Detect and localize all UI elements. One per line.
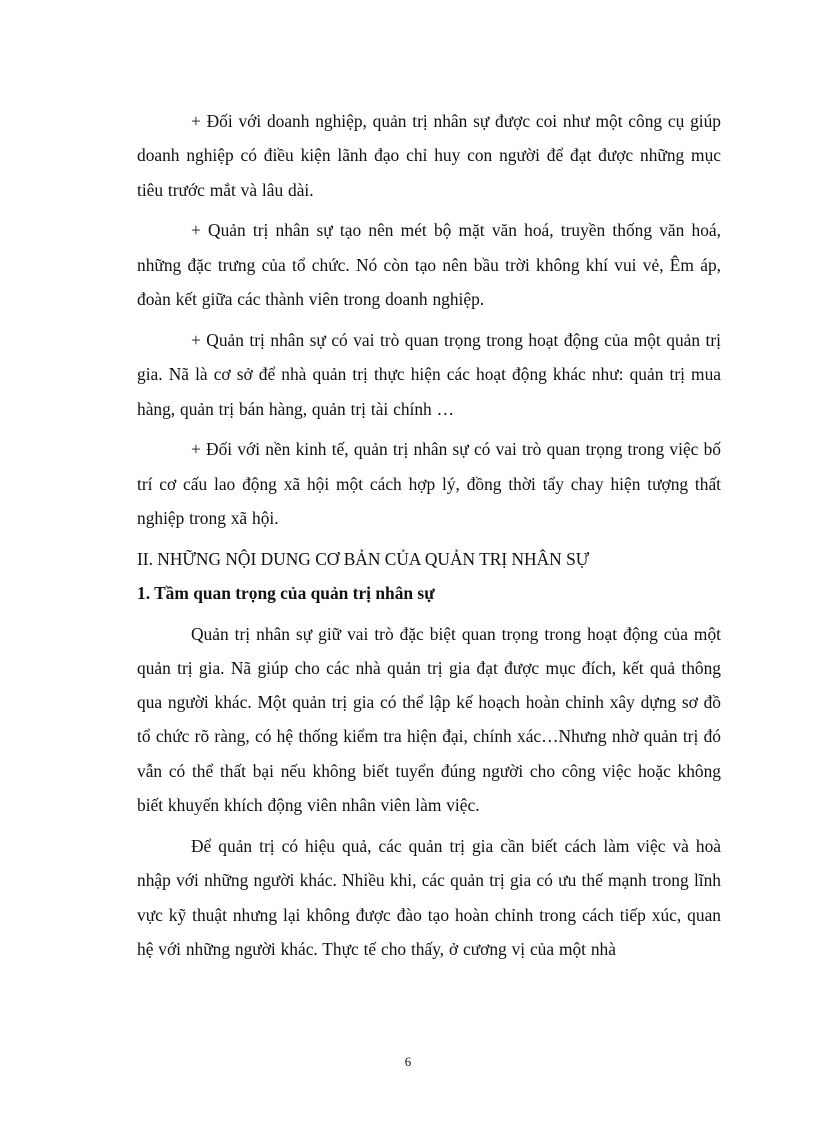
page-number: 6 — [404, 1054, 412, 1069]
paragraph-effective-management: Để quản trị có hiệu quả, các quản trị gia cần biết cách làm việc và hoà nhập với những người khác. Nhiều khi, các quản trị gia có ưu thế mạnh trong lĩnh vực kỹ thuật nhưng lại không được đào tạo hoàn chỉnh trong cách tiếp xúc, quan hệ với những người khác. Thực tế cho thấy, ở cương vị của một nhà — [137, 835, 721, 959]
paragraph-economy-role: + Đối với nền kinh tế, quản trị nhân sự có vai trò quan trọng trong việc bố trí cơ cấu lao động xã hội một cách hợp lý, đồng thời tẩy chay hiện tượng thất nghiệp trong xã hội. — [137, 439, 721, 529]
paragraph-enterprise-role: + Đối với doanh nghiệp, quản trị nhân sự được coi như một công cụ giúp doanh nghiệp có điều kiện lãnh đạo chỉ huy con người để đạt được những mục tiêu trước mắt và lâu dài. — [137, 111, 721, 200]
paragraph-manager-role: + Quản trị nhân sự có vai trò quan trọng trong hoạt động của một quản trị gia. Nã là cơ sở để nhà quản trị thực hiện các hoạt động khác như: quản trị mua hàng, quản trị bán hàng, quản trị tài chính … — [137, 329, 721, 419]
paragraph-importance: Quản trị nhân sự giữ vai trò đặc biệt quan trọng trong hoạt động của một quản trị gia. Nã giúp cho các nhà quản trị gia đạt được mục đích, kết quả thông qua người khác. Một quản trị gia có thể lập kế hoạch hoàn chỉnh xây dựng sơ đồ tổ chức rõ ràng, có hệ thống kiểm tra hiện đại, chính xác…Nhưng nhờ quản trị đó vẫn có thể thất bại nếu không biết tuyển đúng người cho công việc hoặc không biết khuyến khích động viên nhân viên làm việc. — [137, 623, 721, 816]
page-content — [137, 104, 721, 973]
section-heading: II. NHỮNG NỘI DUNG CƠ BẢN CỦA QUẢN TRỊ NHÂN SỰ — [137, 548, 590, 569]
subsection-heading: 1. Tầm quan trọng của quản trị nhân sự — [137, 583, 435, 604]
paragraph-culture-role: + Quản trị nhân sự tạo nên mét bộ mặt văn hoá, truyền thống văn hoá, những đặc trưng của tổ chức. Nó còn tạo nên bầu trời không khí vui vẻ, Êm áp, đoàn kết giữa các thành viên trong doanh nghiệp. — [137, 220, 721, 310]
